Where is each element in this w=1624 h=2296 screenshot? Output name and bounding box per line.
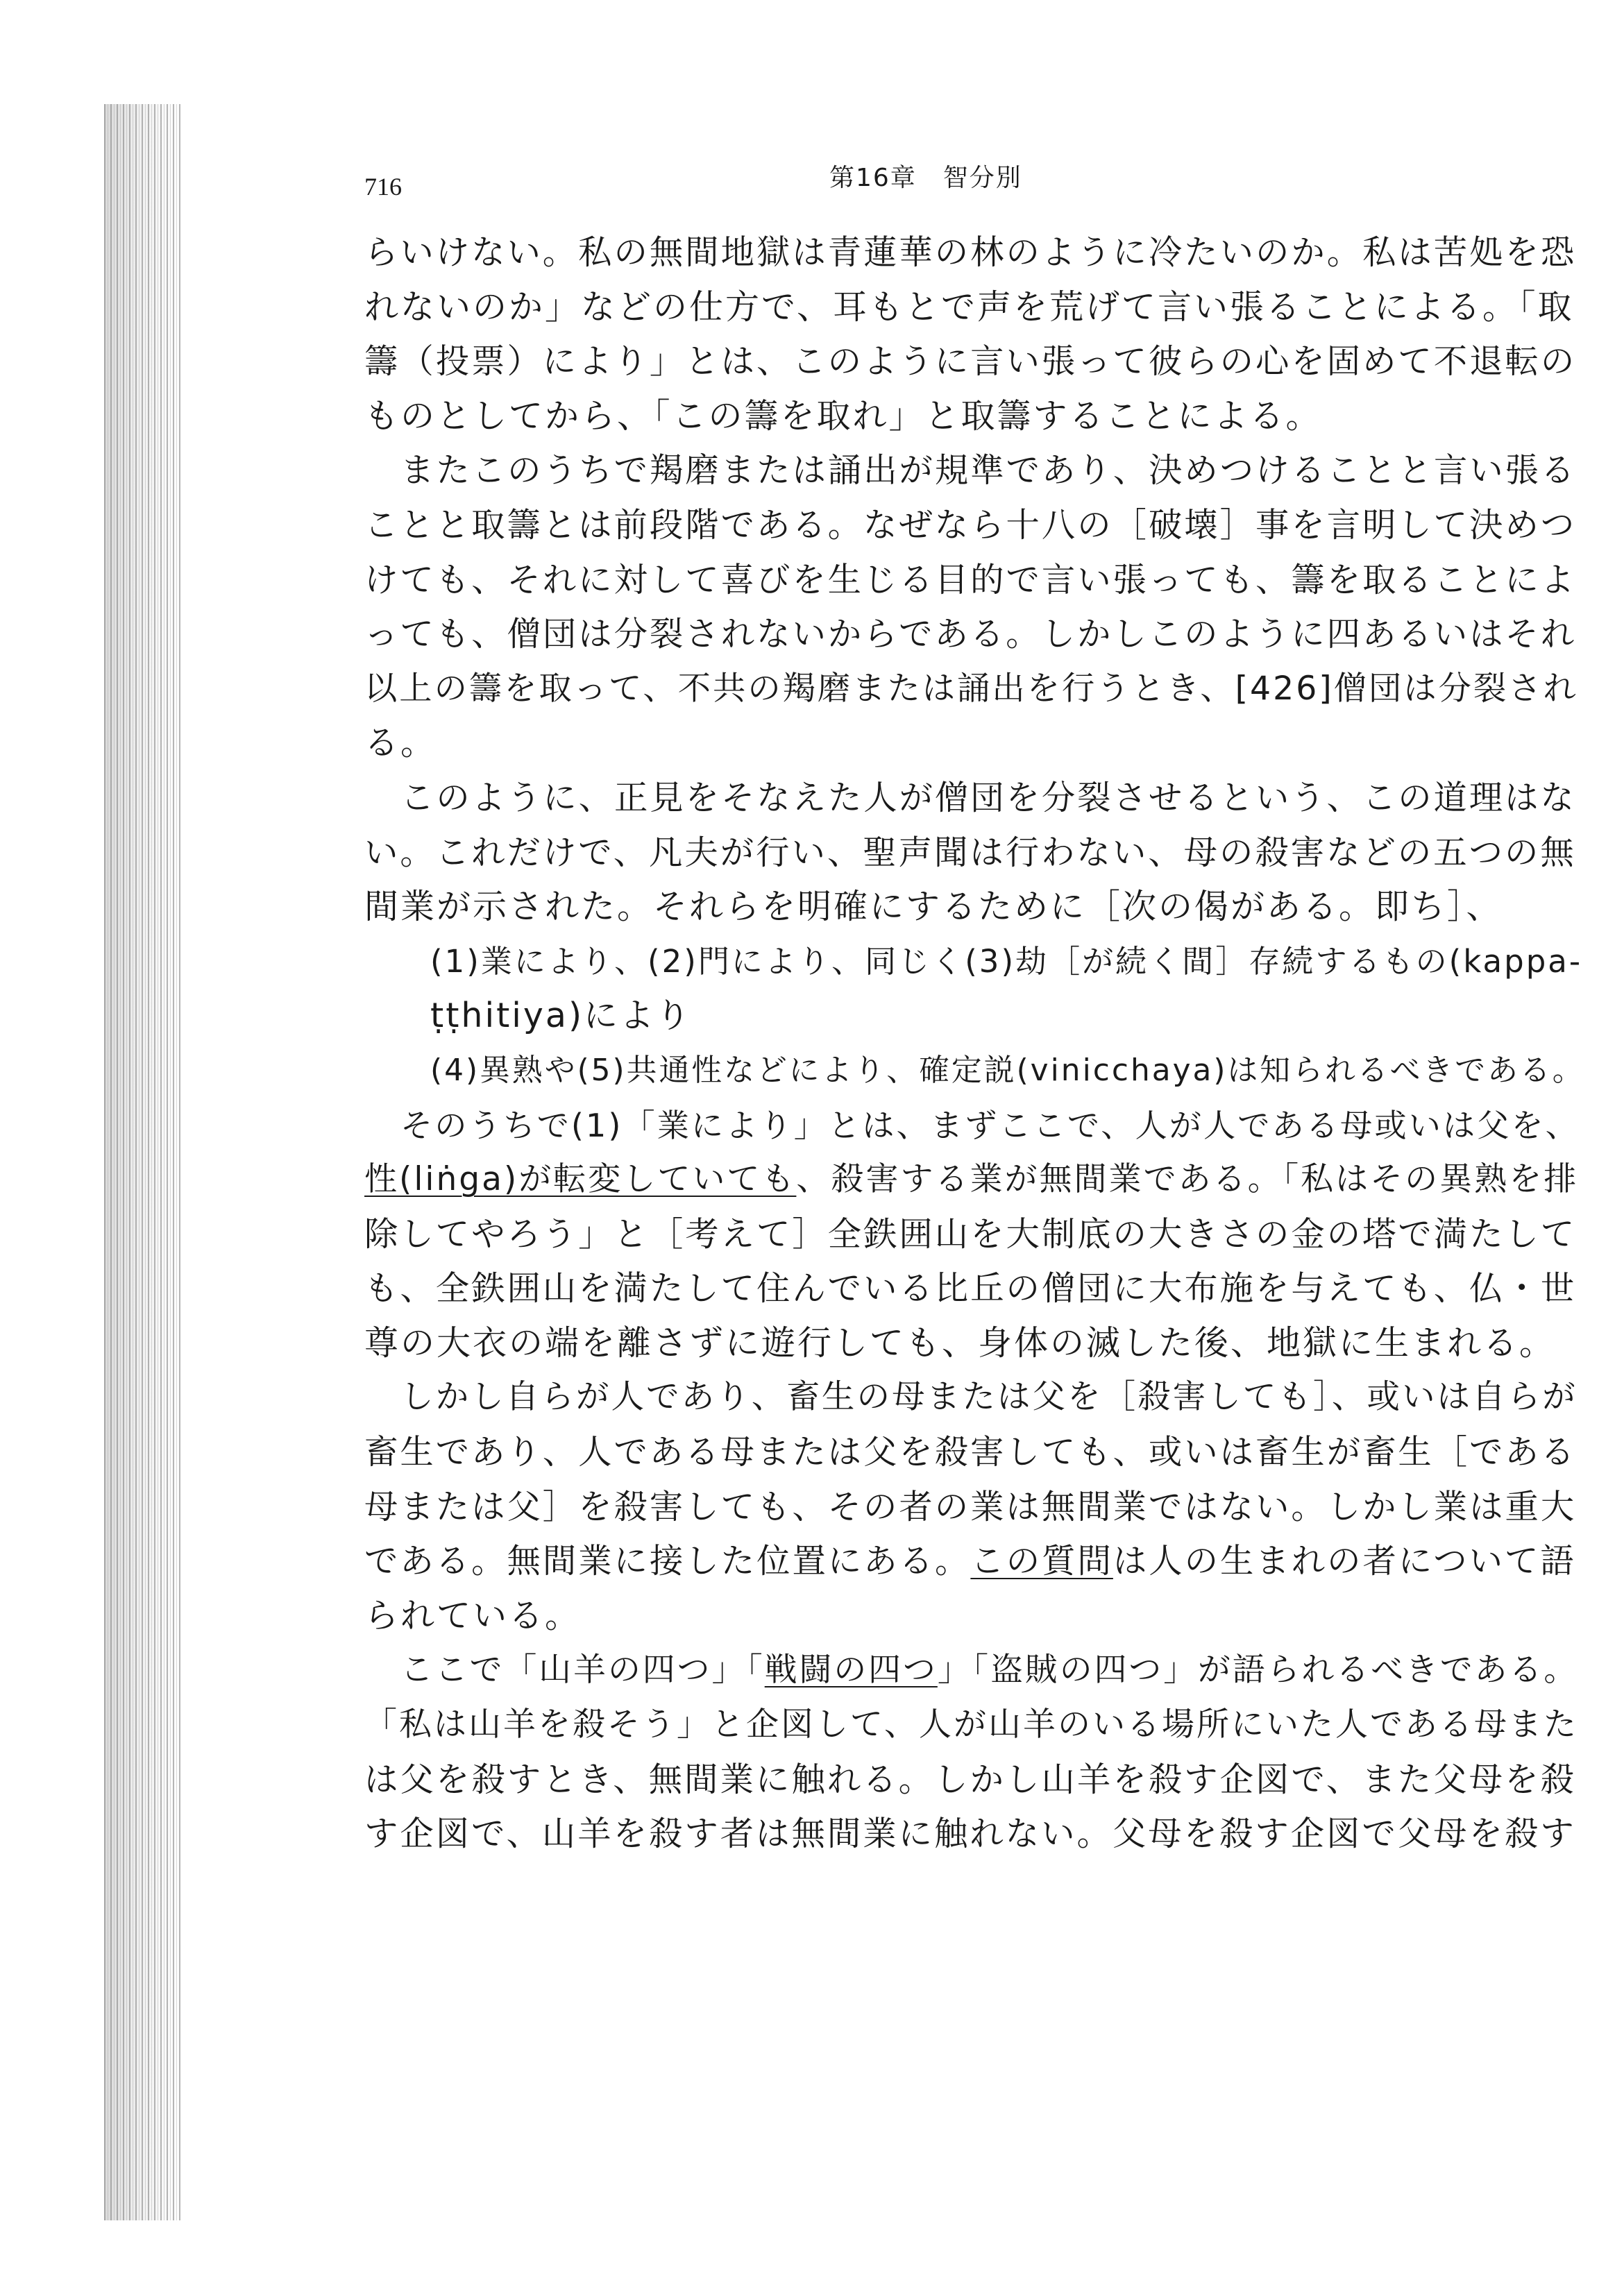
text-segment: す企図で、山羊を殺す者は無間業に触れない。父母を殺す企図で父母を殺す <box>364 1814 1576 1854</box>
text-line <box>364 280 1575 335</box>
text-line <box>364 716 1575 771</box>
text-line <box>364 1643 1579 1698</box>
text-segment: は父を殺すとき、無間業に触れる。しかし山羊を殺す企図で、また父母を殺 <box>364 1760 1576 1799</box>
text-segment: (1)業により、(2)門により、同じく(3)劫［が続く間］存続するもの(kappa- <box>430 942 1583 980</box>
text-line <box>364 498 1575 553</box>
text-segment: も、全鉄囲山を満たして住んでいる比丘の僧団に大布施を与えても、仏・世 <box>364 1269 1577 1309</box>
text-segment: ṭṭhitiya)により <box>430 996 693 1036</box>
text-segment: 尊の大衣の端を離さずに遊行しても、身体の滅した後、地獄に生まれる。 <box>364 1323 1556 1363</box>
text-line <box>364 389 1575 444</box>
text-line <box>364 880 1575 935</box>
text-line <box>364 1153 1579 1207</box>
body-text <box>364 226 1585 1862</box>
text-line <box>364 1425 1575 1480</box>
text-segment: 畜生であり、人である母または父を殺害しても、或いは畜生が畜生［である <box>364 1433 1577 1472</box>
underlined-text: 性(liṅga)が転変していても <box>364 1160 797 1199</box>
text-line <box>364 553 1575 608</box>
text-line <box>364 1807 1575 1862</box>
text-line <box>364 1753 1575 1808</box>
text-line <box>364 989 1575 1044</box>
text-segment: またこのうちで羯磨または誦出が規準であり、決めつけることと言い張る <box>400 451 1577 491</box>
text-segment: 籌（投票）により」とは、このように言い張って彼らの心を固めて不退転の <box>364 342 1577 382</box>
text-line <box>364 226 1575 280</box>
text-segment: られている。 <box>364 1595 582 1635</box>
text-segment: らいけない。私の無間地獄は青蓮華の林のように冷たいのか。私は苦処を恐 <box>364 233 1577 272</box>
text-line <box>364 1698 1579 1753</box>
text-segment: このように、正見をそなえた人が僧団を分裂させるという、この道理はな <box>400 778 1576 817</box>
text-line <box>364 607 1575 662</box>
text-segment: そのうちで(1)「業により」とは、まずここで、人が人である母或いは父を、 <box>400 1106 1580 1144</box>
text-line <box>364 1534 1575 1589</box>
text-segment: る。 <box>364 723 437 763</box>
binding-shadow <box>104 104 180 2220</box>
text-line <box>364 1098 1580 1153</box>
text-segment: 、殺害する業が無間業である。「私はその異熟を排 <box>796 1160 1579 1199</box>
text-segment: しかし自らが人であり、畜生の母または父を［殺害しても］、或いは自らが <box>400 1378 1578 1417</box>
text-segment: 母または父］を殺害しても、その者の業は無間業ではない。しかし業は重大 <box>364 1487 1577 1527</box>
text-line <box>364 826 1575 881</box>
text-segment: 以上の籌を取って、不共の羯磨または誦出を行うとき、[426]僧団は分裂され <box>364 669 1578 708</box>
text-segment: ものとしてから、「この籌を取れ」と取籌することによる。 <box>364 396 1322 436</box>
text-line <box>364 334 1575 389</box>
text-line <box>364 1044 1585 1098</box>
running-head: 第16章 智分別 <box>829 164 1022 192</box>
text-segment: は人の生まれの者について語 <box>1113 1542 1576 1581</box>
text-line <box>364 935 1583 989</box>
text-line <box>364 1370 1578 1425</box>
text-line <box>364 1207 1575 1262</box>
text-segment: けても、それに対して喜びを生じる目的で言い張っても、籌を取ることによ <box>364 560 1577 599</box>
text-segment: ここで「山羊の四つ」「 <box>400 1651 765 1690</box>
text-line <box>364 1261 1575 1316</box>
page-number: 716 <box>364 173 402 201</box>
text-line <box>364 1316 1575 1371</box>
text-segment: 間業が示された。それらを明確にするために［次の偈がある。即ち］、 <box>364 887 1503 927</box>
text-segment: 「私は山羊を殺そう」と企図して、人が山羊のいる場所にいた人である母また <box>364 1706 1579 1744</box>
text-segment: 除してやろう」と［考えて］全鉄囲山を大制底の大きさの金の塔で満たして <box>364 1214 1577 1254</box>
text-segment: れないのか」などの仕方で、耳もとで声を荒げて言い張ることによる。「取 <box>364 287 1574 327</box>
page-header <box>0 158 1624 207</box>
underlined-text: この質問 <box>970 1542 1113 1581</box>
text-segment: (4)異熟や(5)共通性などにより、確定説(vinicchaya)は知られるべきである。 <box>430 1052 1585 1088</box>
text-line <box>364 662 1578 717</box>
text-segment: い。これだけで、凡夫が行い、聖声聞は行わない、母の殺害などの五つの無 <box>364 833 1576 872</box>
text-segment: 」「盗賊の四つ」が語られるべきである。 <box>937 1651 1579 1690</box>
text-line <box>364 1480 1575 1535</box>
text-line <box>364 1589 1575 1644</box>
text-line <box>364 771 1575 826</box>
text-segment: である。無間業に接した位置にある。 <box>364 1542 971 1581</box>
text-segment: ことと取籌とは前段階である。なぜなら十八の［破壊］事を言明して決めつ <box>364 505 1577 545</box>
text-line <box>364 443 1575 498</box>
text-segment: っても、僧団は分裂されないからである。しかしこのように四あるいはそれ <box>364 615 1577 654</box>
underlined-text: 戦闘の四つ <box>764 1651 938 1690</box>
